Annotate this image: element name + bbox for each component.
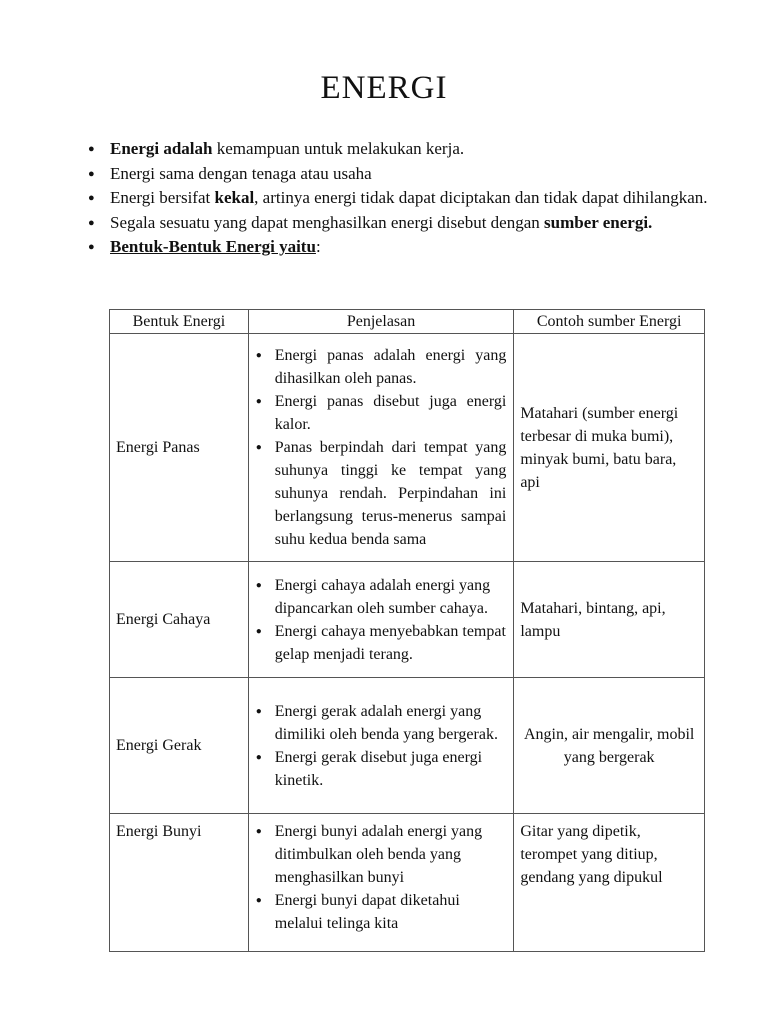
form-cell: Energi Bunyi	[110, 814, 249, 952]
explanation-point: ● Energi bunyi adalah energi yang ditimbulkan oleh benda yang menghasilkan bunyi	[255, 820, 507, 889]
header-form: Bentuk Energi	[110, 310, 249, 334]
table-header-row	[110, 310, 705, 334]
intro-text: kemampuan untuk melakukan kerja.	[212, 139, 465, 158]
intro-item-conservation	[86, 186, 714, 211]
intro-item-forms-heading	[86, 235, 714, 260]
examples-cell: Gitar yang dipetik, terompet yang ditiup, gendang yang dipukul	[514, 814, 705, 952]
intro-bold-term: sumber energi.	[544, 212, 653, 232]
form-cell: Energi Panas	[110, 334, 249, 562]
form-cell: Energi Cahaya	[110, 562, 249, 678]
table-row	[110, 562, 705, 678]
explanation-point: ● Energi bunyi dapat diketahui melalui telinga kita	[255, 889, 507, 935]
header-explanation: Penjelasan	[248, 310, 514, 334]
form-cell: Energi Gerak	[110, 678, 249, 814]
explanation-point: ● Energi panas disebut juga energi kalor.	[255, 390, 507, 436]
intro-text: :	[315, 237, 321, 256]
explanation-cell	[248, 814, 514, 952]
table-row	[110, 814, 705, 952]
examples-cell: Matahari, bintang, api, lampu	[514, 562, 705, 678]
table-row	[110, 334, 705, 562]
intro-text: Segala sesuatu yang dapat menghasilkan energi disebut dengan	[110, 212, 545, 232]
explanation-point: ● Energi panas adalah energi yang dihasilkan oleh panas.	[255, 344, 507, 390]
explanation-point: ● Energi gerak disebut juga energi kinetik.	[255, 746, 507, 792]
forms-heading: Bentuk-Bentuk Energi yaitu	[110, 237, 316, 256]
intro-text: Energi bersifat	[110, 188, 215, 207]
table-row	[110, 678, 705, 814]
intro-text: , artinya energi tidak dapat diciptakan dan tidak dapat dihilangkan.	[254, 188, 708, 207]
energy-forms-table	[109, 309, 705, 952]
intro-item-definition	[86, 137, 714, 162]
intro-bold-term: Energi adalah	[110, 139, 213, 158]
intro-text: Energi sama dengan tenaga atau usaha	[110, 163, 372, 183]
explanation-cell	[248, 562, 514, 678]
explanation-cell	[248, 678, 514, 814]
intro-item-synonym	[86, 162, 714, 187]
intro-bold-term: kekal	[214, 188, 255, 207]
explanation-point: ● Energi cahaya adalah energi yang dipancarkan oleh sumber cahaya.	[255, 574, 507, 620]
explanation-point: ● Energi gerak adalah energi yang dimiliki oleh benda yang bergerak.	[255, 700, 507, 746]
examples-cell: Matahari (sumber energi terbesar di muka bumi), minyak bumi, batu bara, api	[514, 334, 705, 562]
explanation-point: ● Panas berpindah dari tempat yang suhunya tinggi ke tempat yang suhunya rendah. Perpindahan ini berlangsung terus-menerus sampai suhu kedua benda sama	[255, 436, 507, 551]
explanation-point: ● Energi cahaya menyebabkan tempat gelap menjadi terang.	[255, 620, 507, 666]
explanation-cell	[248, 334, 514, 562]
examples-cell: Angin, air mengalir, mobil yang bergerak	[514, 678, 705, 814]
intro-item-source	[86, 211, 714, 236]
intro-list	[86, 137, 714, 260]
header-examples: Contoh sumber Energi	[514, 310, 705, 334]
page-title: ENERGI	[320, 70, 448, 106]
